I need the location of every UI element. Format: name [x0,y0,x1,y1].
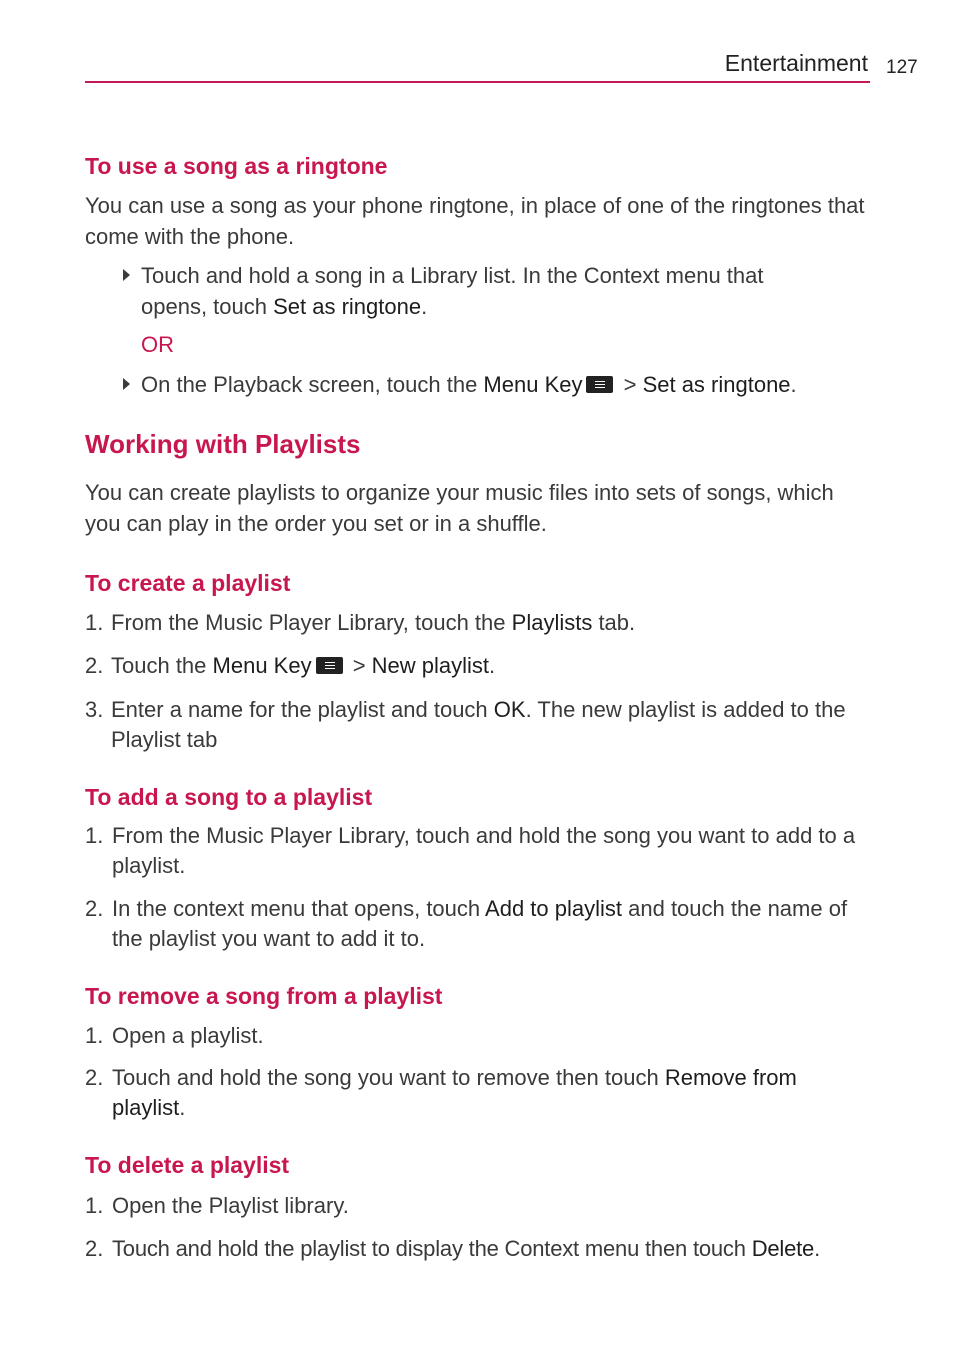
step-text: . [179,1095,186,1120]
create-step-1 [85,607,875,638]
bullet-arrow-icon [123,269,130,281]
delete-step-2 [85,1233,885,1264]
create-step-2 [85,650,875,681]
delete-step-1 [85,1190,875,1221]
step-number: 2. [85,1065,104,1090]
create-step-3 [85,695,875,755]
ringtone-bullet-1 [123,260,823,322]
step-number: 2. [85,653,104,678]
bullet-text: . [790,372,797,397]
menu-key-icon [316,657,343,674]
section-title: Entertainment [724,50,868,76]
bullet-emphasis: Menu Key [483,372,583,397]
create-heading: To create a playlist [85,570,291,596]
step-number: 2. [85,1236,104,1261]
bullet-emphasis: Set as ringtone [273,294,422,319]
step-text: Touch and hold the song you want to remove then touch [112,1065,665,1090]
step-emphasis: Add to playlist [485,896,623,921]
bullet-text: Touch and hold a song in a Library list. In the Context menu that opens, touch [141,263,764,319]
ringtone-bullet-2 [123,369,883,400]
step-text: From the Music Player Library, touch and hold the song you want to add to a playlist. [112,823,856,878]
ringtone-intro: You can use a song as your phone ringtone, in place of one of the ringtones that come with the phone. [85,193,865,249]
playlists-heading: Working with Playlists [85,429,361,459]
step-text: tab. [592,610,636,635]
step-number: 1. [85,823,104,848]
step-emphasis: Playlists [511,610,593,635]
step-text: Touch the [111,653,213,678]
step-text: Enter a name for the playlist and touch [111,697,494,722]
remove-heading: To remove a song from a playlist [85,983,443,1009]
step-text: . [489,653,496,678]
step-emphasis: OK [493,697,526,722]
step-text: Open a playlist. [112,1023,264,1048]
delete-heading: To delete a playlist [85,1152,290,1178]
bullet-text: On the Playback screen, touch the [141,372,484,397]
step-text: Touch and hold the playlist to display the Context menu then touch [112,1236,752,1261]
menu-key-icon [586,376,613,393]
bullet-emphasis: Set as ringtone [642,372,791,397]
step-emphasis: Remove from playlist [112,1065,797,1120]
or-separator: OR [141,332,174,357]
bullet-arrow-icon [123,378,130,390]
add-step-1 [85,821,875,881]
page-number: 127 [886,57,918,78]
bullet-text: > [617,372,643,397]
step-text: From the Music Player Library, touch the [111,610,512,635]
step-emphasis: Delete [751,1236,815,1261]
step-number: 1. [85,1023,104,1048]
step-number: 1. [85,610,104,635]
playlists-intro: You can create playlists to organize your music files into sets of songs, which you can play in the order you set or in a shuffle. [85,480,834,536]
step-number: 3. [85,697,104,722]
add-step-2 [85,894,875,954]
step-text: . [814,1236,821,1261]
remove-step-1 [85,1020,875,1051]
ringtone-heading: To use a song as a ringtone [85,153,388,179]
step-text: . The new playlist is added to the Playlist tab [111,697,846,752]
step-text: and touch the name of the playlist you want to add it to. [112,896,848,951]
remove-step-2 [85,1063,875,1123]
step-text: In the context menu that opens, touch [112,896,486,921]
step-number: 1. [85,1193,104,1218]
step-text: Open the Playlist library. [112,1193,349,1218]
header-divider [85,81,870,83]
step-emphasis: Menu Key [212,653,312,678]
add-heading: To add a song to a playlist [85,784,373,810]
step-number: 2. [85,896,104,921]
step-text: > [346,653,372,678]
bullet-text: . [421,294,428,319]
step-emphasis: New playlist [371,653,490,678]
